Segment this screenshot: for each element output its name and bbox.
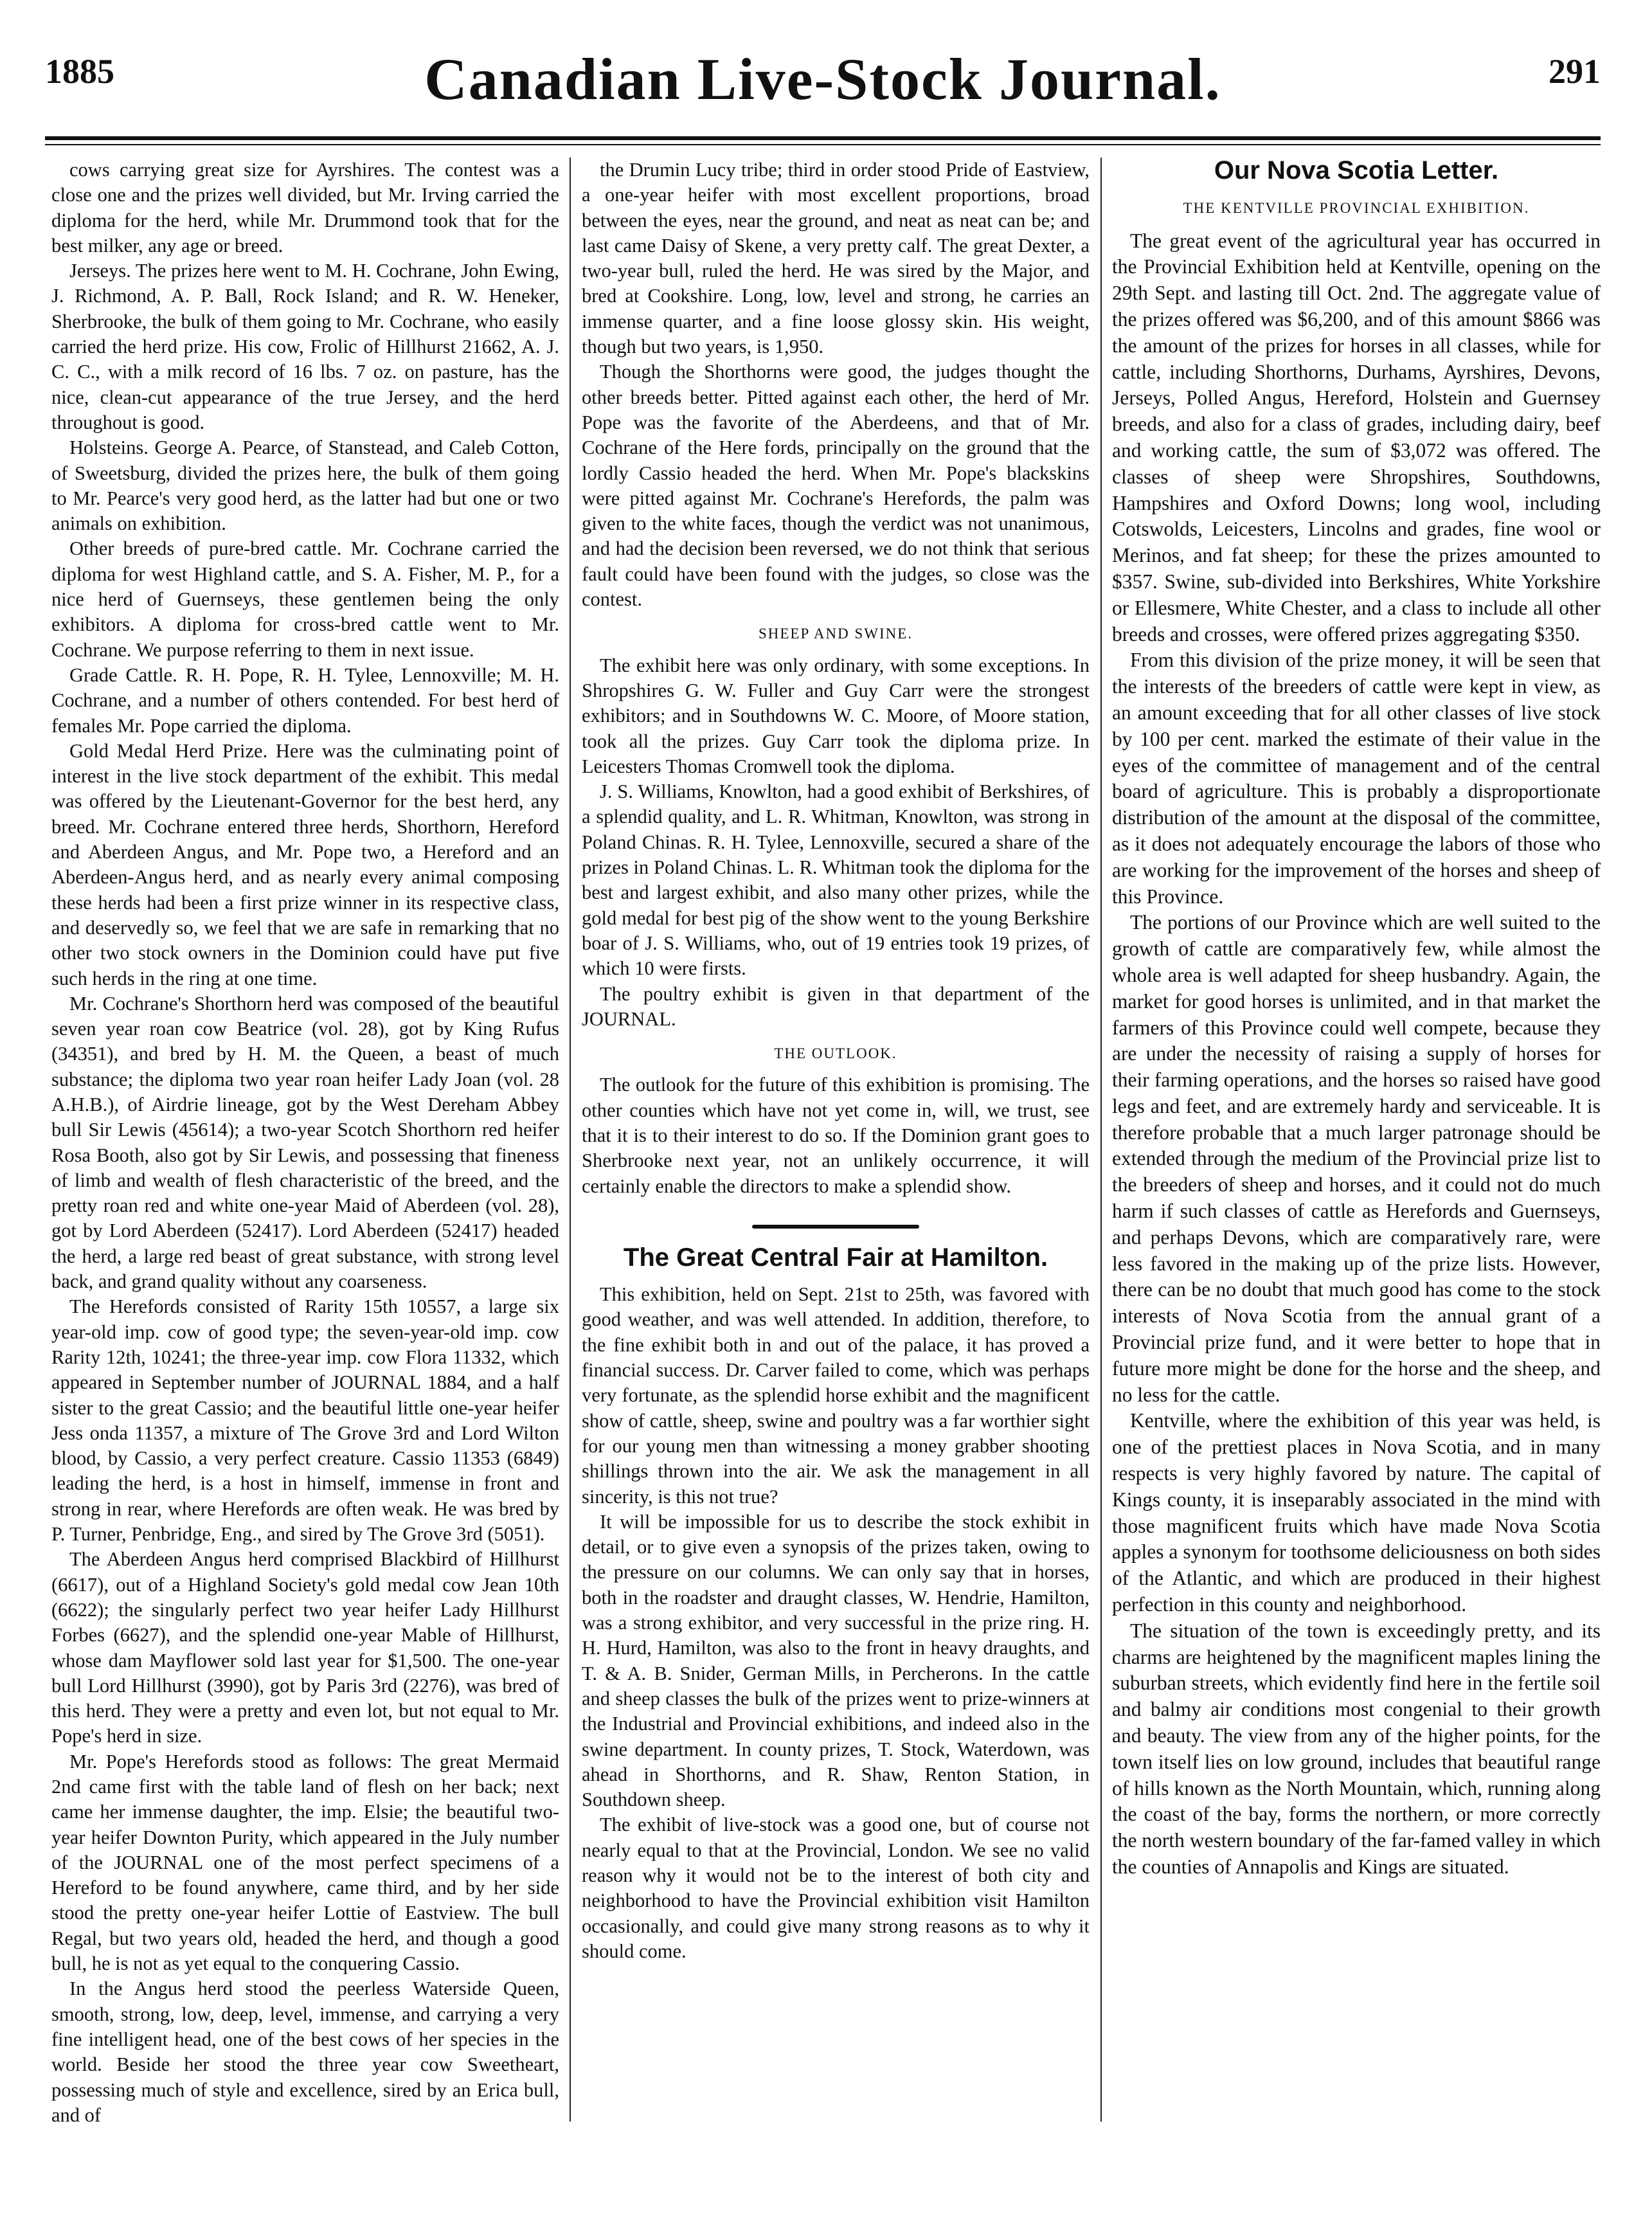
- column-divider: [570, 158, 571, 2122]
- article-paragraph: Kentville, where the exhibition of this year was held, is one of the prettiest places in Nova Scotia, and in many respects is very highly favored by nature. The capital of Kings county, it is inseparably associated in the mind with those magnificent fruits which have made Nova Scotia apples a synonym for toothsome deliciousness on both sides of the Atlantic, and which are produced in their highest perfection in this county and neighborhood.: [1112, 1409, 1601, 1616]
- article-paragraph: Other breeds of pure-bred cattle. Mr. Cochrane carried the diploma for west Highland cattle, and S. A. Fisher, M. P., for a nice herd of Guernseys, these gentlemen being the only exhibitors. A diploma for cross-bred cattle went to Mr. Cochrane. We purpose referring to them in next issue.: [51, 537, 559, 661]
- article-paragraph: The situation of the town is exceedingly pretty, and its charms are heightened by the magnificent maples lining the suburban streets, which evidently find here in the fertile soil and balmy air conditions most congenial to their growth and beauty. The view from any of the higher points, for the town itself lies on low ground, includes that beautiful range of hills known as the North Mountain, which, running along the coast of the bay, forms the northern, or more correctly the north western boundary of the far-famed valley in which the counties of Annapolis and Kings are situated.: [1112, 1619, 1601, 1878]
- article-paragraph: cows carrying great size for Ayrshires. The contest was a close one and the prizes well divided, but Mr. Irving carried the diploma for the herd, while Mr. Drummond took that for the best milker, any age or breed.: [51, 159, 559, 257]
- journal-title: Canadian Live-Stock Journal.: [424, 46, 1221, 112]
- section-ornament-rule: [752, 1225, 919, 1229]
- article-paragraph: The outlook for the future of this exhibition is promising. The other counties which have not yet come in, will, we trust, see that it is to their interest to do so. If the Dominion grant goes to Sherbrooke next year, not an unlikely occurrence, it will certainly enable the directors to make a splendid show.: [582, 1074, 1090, 1197]
- article-paragraph: In the Angus herd stood the peerless Waterside Queen, smooth, strong, low, deep, level, immense, and carrying a very fine intelligent head, one of the best cows of her species in the world. Beside her stood the three year cow Sweetheart, possessing much of style and excellence, sired by an Erica bull, and of: [51, 1978, 559, 2126]
- column-divider: [1100, 158, 1102, 2122]
- article-paragraph: Jerseys. The prizes here went to M. H. Cochrane, John Ewing, J. Richmond, A. P. Ball, Rock Island; and R. W. Heneker, Sherbrooke, the bulk of them going to Mr. Cochrane, who easily carried the herd prize. His cow, Frolic of Hillhurst 21662, A. J. C. C., with a milk record of 16 lbs. 7 oz. on pasture, has the nice, clean-cut appearance of the true Jersey, and the herd throughout is good.: [51, 260, 559, 433]
- article-paragraph: Mr. Pope's Herefords stood as follows: The great Mermaid 2nd came first with the table land of flesh on her back; next came her immense daughter, the imp. Elsie; the beautiful two-year heifer Downton Purity, which appeared in the July number of the JOURNAL one of the most perfect specimens of a Hereford to be found anywhere, came third, and by her side stood the pretty one-year heifer Lottie of Eastview. The bull Regal, but two years old, headed the herd, and though a good bull, he is not as yet equal to the conquering Cassio.: [51, 1750, 559, 1975]
- page-year: 1885: [45, 52, 114, 91]
- column-3: [1112, 158, 1601, 1880]
- page-header: [45, 45, 1601, 129]
- section-subheading: SHEEP AND SWINE.: [758, 626, 913, 642]
- header-rule-thick: [45, 136, 1601, 140]
- article-headline: Our Nova Scotia Letter.: [1214, 156, 1499, 185]
- article-paragraph: J. S. Williams, Knowlton, had a good exhibit of Berkshires, of a splendid quality, and L. R. Whitman, Knowlton, was strong in Poland Chinas. R. H. Tylee, Lennoxville, secured a share of the prizes in Poland Chinas. L. R. Whitman took the diploma for the best and largest exhibit, and also many other prizes, while the gold medal for best pig of the show went to the young Berkshire boar of J. S. Williams, who, out of 19 entries took 19 prizes, of which 10 were firsts.: [582, 780, 1090, 980]
- section-subheading: THE OUTLOOK.: [774, 1045, 897, 1062]
- article-paragraph: The exhibit here was only ordinary, with some exceptions. In Shropshires G. W. Fuller and Guy Carr were the strongest exhibitors; and in Southdowns W. C. Moore, of Moore station, took all the prizes. Guy Carr took the diploma prize. In Leicesters Thomas Cromwell took the diploma.: [582, 654, 1090, 777]
- article-paragraph: This exhibition, held on Sept. 21st to 25th, was favored with good weather, and was well attended. In addition, therefore, to the fine exhibit both in and out of the palace, it has proved a financial success. Dr. Carver failed to come, which was perhaps very fortunate, as the splendid horse exhibit and the magnificent show of cattle, sheep, swine and poultry was a far worthier sight for our young men than witnessing a money grabber shooting shillings thrown into the air. We ask the management in all sincerity, is this not true?: [582, 1283, 1090, 1508]
- article-paragraph: It will be impossible for us to describe the stock exhibit in detail, or to give even a synopsis of the prizes taken, owing to the pressure on our columns. We can only say that in horses, both in the roadster and draught classes, W. Hendrie, Hamilton, was a strong exhibitor, and very successful in the prize ring. H. H. Hurd, Hamilton, was also to the front in heavy draughts, and T. & A. B. Snider, German Mills, in Percherons. In the cattle and sheep classes the bulk of the prizes went to prize-winners at the Industrial and Provincial exhibitions, and indeed also in the swine department. In county prizes, T. Stock, Waterdown, was ahead in Shorthorns, and R. Shaw, Renton Station, in Southdown sheep.: [582, 1510, 1090, 1811]
- column-1: [51, 158, 559, 2128]
- header-rule-thin: [45, 144, 1601, 145]
- article-paragraph: Grade Cattle. R. H. Pope, R. H. Tylee, Lennoxville; M. H. Cochrane, and a number of others contended. For best herd of females Mr. Pope carried the diploma.: [51, 663, 559, 737]
- article-paragraph: The exhibit of live-stock was a good one, but of course not nearly equal to that at the Provincial, London. We see no valid reason why it would not be to the interest of both city and neighborhood to have the Provincial exhibition visit Hamilton occasionally, and could give many strong reasons as to why it should come.: [582, 1814, 1090, 1962]
- article-paragraph: Mr. Cochrane's Shorthorn herd was composed of the beautiful seven year roan cow Beatrice (vol. 28), got by King Rufus (34351), and bred by H. M. the Queen, a beast of much substance; the diploma two year roan heifer Lady Joan (vol. 28 A.H.B.), of Airdrie lineage, got by the West Dereham Abbey bull Sir Lewis (45614); a two-year Scotch Shorthorn red heifer Rosa Booth, also got by Sir Lewis, and possessing that fineness of limb and wealth of flesh characteristic of the breed, and the pretty roan red and white one-year Maid of Aberdeen (vol. 28), got by Lord Aberdeen (52417). Lord Aberdeen (52417) headed the herd, a large red beast of great substance, with strong level back, and grand quality without any coarseness.: [51, 992, 559, 1293]
- article-paragraph: Though the Shorthorns were good, the judges thought the other breeds better. Pitted against each other, the herd of Mr. Pope was the favorite of the Aberdeens, and that of Mr. Cochrane of the Here fords, principally on the ground that the lordly Cassio headed the herd. When Mr. Pope's blackskins were pitted against Mr. Cochrane's Herefords, the palm was given to the white faces, though the verdict was not unanimous, and had the decision been reversed, we do not think that serious fault could have been found with the judges, so close was the contest.: [582, 361, 1090, 611]
- page-number: 291: [1549, 52, 1601, 91]
- column-2: [582, 158, 1090, 1964]
- article-paragraph: The Aberdeen Angus herd comprised Blackbird of Hillhurst (6617), out of a Highland Society's gold medal cow Jean 10th (6622); the singularly perfect two year heifer Lady Hillhurst Forbes (6627), and the splendid one-year Mable of Hillhurst, whose dam Mayflower sold last year for $1,500. The one-year bull Lord Hillhurst (3990), got by Paris 3rd (2276), was bred of this herd. They were a pretty and even lot, but not equal to Mr. Pope's herd in size.: [51, 1548, 559, 1747]
- article-paragraph: Gold Medal Herd Prize. Here was the culminating point of interest in the live stock department of the exhibit. This medal was offered by the Lieutenant-Governor for the best herd, any breed. Mr. Cochrane entered three herds, Shorthorn, Hereford and Aberdeen Angus, and Mr. Pope two, a Hereford and an Aberdeen-Angus herd, and as nearly every animal composing these herds had been a first prize winner in its respective class, and deservedly so, we feel that we are safe in remarking that no other two stock owners in the Dominion could have put five such herds in the ring at one time.: [51, 739, 559, 989]
- article-paragraph: From this division of the prize money, it will be seen that the interests of the breeders of cattle were kept in view, as an amount exceeding that for all other classes of live stock by 100 per cent. marked the estimate of their value in the eyes of the committee of management and of the central board of agriculture. This is probably a disproportionate distribution of the amount at the disposal of the committee, as it does not adequately encourage the labors of those who are working for the improvement of the horses and sheep of this Province.: [1112, 649, 1601, 908]
- article-paragraph: The Herefords consisted of Rarity 15th 10557, a large six year-old imp. cow of good type; the seven-year-old imp. cow Rarity 12th, 10241; the three-year imp. cow Flora 11332, which appeared in September number of JOURNAL 1884, and a half sister to the great Cassio; and the beautiful little one-year heifer Jess onda 11357, a mixture of The Grove 3rd and Lord Wilton blood, by Cassio, a very perfect creature. Cassio 11353 (6849) leading the herd, is a host in himself, immense in front and strong in rear, where Herefords are often weak. He was bred by P. Turner, Penbridge, Eng., and sired by The Grove 3rd (5051).: [51, 1295, 559, 1546]
- article-paragraph: The portions of our Province which are well suited to the growth of cattle are comparatively few, while almost the whole area is well adapted for sheep husbandry. Again, the market for good horses is unlimited, and in that market the farmers of this Province could well compete, because they are under the necessity of raising a supply of horses for their farming operations, and the horses so raised have good legs and feet, and are extremely hardy and serviceable. It is therefore probable that a much larger patronage should be extended through the medium of the Provincial prize list to the breeders of sheep and horses, and it could not do much harm if such classes of cattle as Herefords and Guernseys, and perhaps Devons, which are comparatively rare, were less favored in the making up of the prize lists. However, there can be no doubt that much good has come to the stock interests of Nova Scotia from the annual grant of a Provincial prize fund, and it were better to hope that in future more might be done for the horse and the sheep, and no less for the cattle.: [1112, 911, 1601, 1406]
- article-paragraph: the Drumin Lucy tribe; third in order stood Pride of Eastview, a one-year heifer with most excellent proportions, broad between the eyes, near the ground, and neat as neat can be; and last came Daisy of Skene, a very pretty calf. The great Dexter, a two-year bull, ruled the herd. He was sired by the Major, and bred at Cookshire. Long, low, level and strong, he carries an immense quarter, and a fine loose glossy skin. His weight, though but two years, is 1,950.: [582, 159, 1090, 358]
- article-paragraph: Holsteins. George A. Pearce, of Stanstead, and Caleb Cotton, of Sweetsburg, divided the prizes here, the bulk of them going to Mr. Pearce's very good herd, as the latter had but one or two animals on exhibition.: [51, 437, 559, 535]
- section-subheading: THE KENTVILLE PROVINCIAL EXHIBITION.: [1183, 199, 1530, 216]
- article-paragraph: The poultry exhibit is given in that department of the JOURNAL.: [582, 982, 1090, 1030]
- article-paragraph: The great event of the agricultural year has occurred in the Provincial Exhibition held at Kentville, opening on the 29th Sept. and lasting till Oct. 2nd. The aggregate value of the prizes offered was $6,200, and of this amount $866 was the amount of the prizes for horses in all classes, while for cattle, including Shorthorns, Durhams, Ayrshires, Devons, Jerseys, Polled Angus, Hereford, Holstein and Guernsey breeds, and also for a class of grades, including dairy, beef and working cattle, the sum of $3,072 was offered. The classes of sheep were Shropshires, Southdowns, Hampshires and Oxford Downs; long wool, including Cotswolds, Leicesters, Lincolns and grades, fine wool or Merinos, and fat sheep; for these the prizes amounted to $357. Swine, sub-divided into Berkshires, White Yorkshire or Ellesmere, White Chester, and a class to include all other breeds and crosses, were offered prizes aggregating $350.: [1112, 229, 1601, 645]
- article-headline: The Great Central Fair at Hamilton.: [623, 1243, 1048, 1272]
